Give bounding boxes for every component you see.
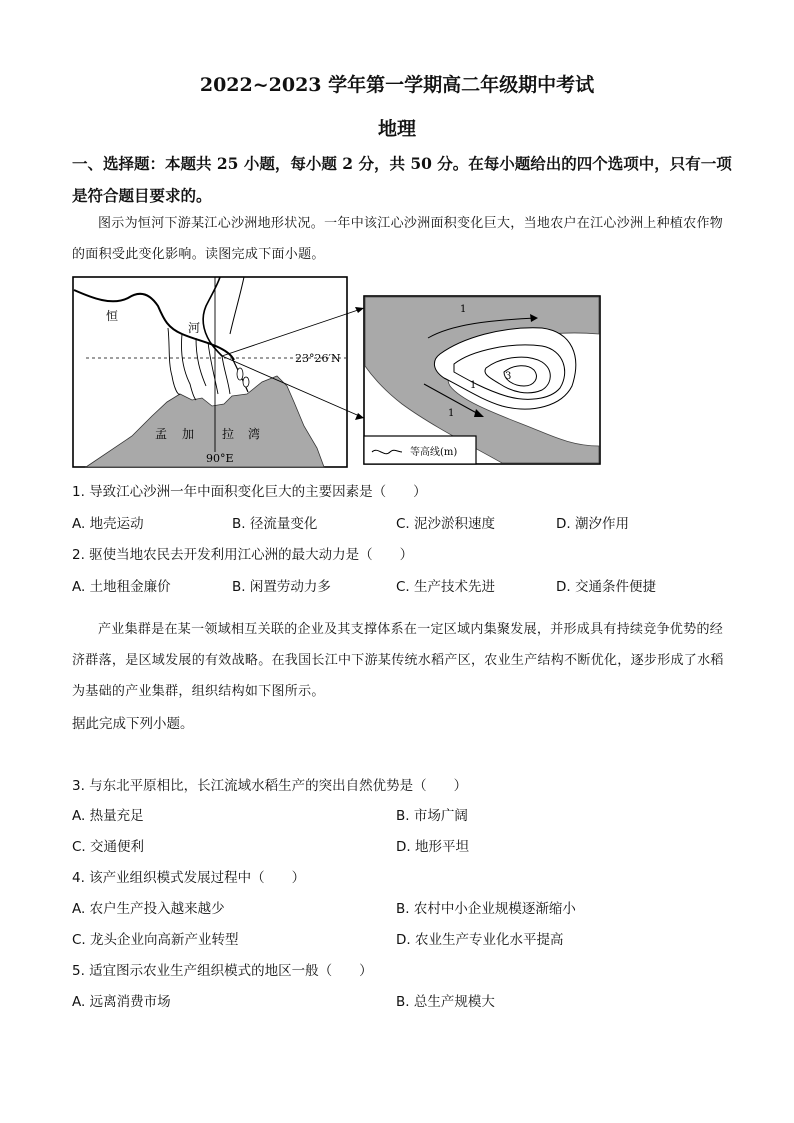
q4-stem: 4. 该产业组织模式发展过程中（ ） <box>72 870 306 886</box>
q2-stem: 2. 驱使当地农民去开发利用江心洲的最大动力是（ ） <box>72 547 414 563</box>
contour-label-1: 1 <box>460 304 467 315</box>
passage-2-followup: 据此完成下列小题。 <box>72 716 194 732</box>
q5-option-b[interactable]: B. 总生产规模大 <box>396 994 495 1010</box>
label-latitude: 23°26′N <box>295 352 341 365</box>
q4-option-a[interactable]: A. 农户生产投入越来越少 <box>72 901 225 917</box>
q2-option-c[interactable]: C. 生产技术先进 <box>396 579 496 595</box>
q2-option-a[interactable]: A. 土地租金廉价 <box>72 579 171 595</box>
q3-stem: 3. 与东北平原相比，长江流域水稻生产的突出自然优势是（ ） <box>72 778 468 794</box>
q4-option-c[interactable]: C. 龙头企业向高新产业转型 <box>72 932 239 948</box>
contour-label-1c: 1 <box>448 408 455 419</box>
label-wan: 湾 <box>248 427 261 441</box>
q2-option-d[interactable]: D. 交通条件便捷 <box>556 579 656 595</box>
contour-label-3: 3 <box>505 371 512 382</box>
label-meng: 孟 <box>155 427 168 441</box>
label-jia: 加 <box>182 427 195 441</box>
passage-2: 产业集群是在某一领域相互关联的企业及其支撑体系在一定区域内集聚发展，并形成具有持续竞争优势的经济群落，是区域发展的有效战略。在我国长江中下游某传统水稻产区，农业生产结构不断优化，逐步形成了水稻为基础的产业集群，组织结构如下图所示。 <box>72 622 724 699</box>
label-la: 拉 <box>222 427 235 441</box>
q3-option-a[interactable]: A. 热量充足 <box>72 808 144 824</box>
label-he: 河 <box>188 321 201 335</box>
q4-option-b[interactable]: B. 农村中小企业规模逐渐缩小 <box>396 901 576 917</box>
q2-option-b[interactable]: B. 闲置劳动力多 <box>232 579 331 595</box>
exam-title: 2022~2023 学年第一学期高二年级期中考试 <box>199 74 595 96</box>
q1-stem: 1. 导致江心沙洲一年中面积变化巨大的主要因素是（ ） <box>72 484 427 500</box>
legend-label: 等高线(m) <box>410 447 458 458</box>
subject-title: 地理 <box>377 118 416 140</box>
passage-1: 图示为恒河下游某江心沙洲地形状况。一年中该江心沙洲面积变化巨大，当地农户在江心沙洲上种植农作物的面积受此变化影响。读图完成下面小题。 <box>72 216 724 262</box>
q1-option-d[interactable]: D. 潮汐作用 <box>556 516 629 532</box>
q1-option-b[interactable]: B. 径流量变化 <box>232 516 318 532</box>
contour-label-1b: 1 <box>470 380 477 391</box>
q3-option-c[interactable]: C. 交通便利 <box>72 839 145 855</box>
q3-option-b[interactable]: B. 市场广阔 <box>396 808 468 824</box>
q5-stem: 5. 适宜图示农业生产组织模式的地区一般（ ） <box>72 963 373 979</box>
q5-option-a[interactable]: A. 远离消费市场 <box>72 994 171 1010</box>
label-longitude: 90°E <box>206 452 234 465</box>
q3-option-d[interactable]: D. 地形平坦 <box>396 839 469 855</box>
figure-ganges-sandbar <box>72 276 602 470</box>
label-heng: 恒 <box>106 309 119 323</box>
q1-option-c[interactable]: C. 泥沙淤积速度 <box>396 516 496 532</box>
section-heading: 一、选择题：本题共 25 小题，每小题 2 分，共 50 分。在每小题给出的四个选项中，只有一项是符合题目要求的。 <box>72 154 732 205</box>
q4-option-d[interactable]: D. 农业生产专业化水平提高 <box>396 932 564 948</box>
q1-option-a[interactable]: A. 地壳运动 <box>72 516 144 532</box>
